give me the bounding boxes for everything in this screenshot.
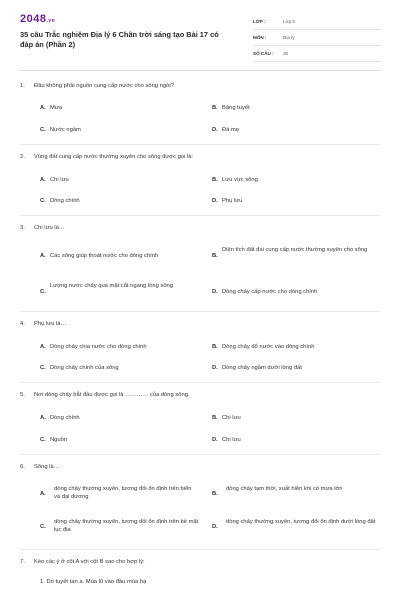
- question-number: 7.: [20, 559, 25, 565]
- page-header: [0, 0, 400, 64]
- question-text: Phụ lưu là…: [34, 321, 67, 327]
- question-divider: [20, 382, 380, 383]
- question-number: 3.: [20, 225, 25, 231]
- question-text: Sông là…: [34, 464, 60, 470]
- question-divider: [20, 144, 380, 145]
- meta-panel: [253, 16, 381, 64]
- meta-key: LỚP :: [253, 19, 266, 24]
- question-text: Chi lưu là…: [34, 225, 65, 231]
- meta-key: SỐ CÂU :: [253, 51, 274, 56]
- meta-row-count: [253, 48, 381, 62]
- header-divider: [20, 70, 380, 71]
- question-number: 5.: [20, 392, 25, 398]
- question-text: Kéo các ý ở cột A với cột B sao cho hợp lý:: [34, 559, 145, 565]
- site-logo[interactable]: 2048.vn: [20, 13, 56, 25]
- meta-row-grade: [253, 16, 381, 30]
- meta-value: 35: [283, 51, 289, 56]
- question-number: 4.: [20, 321, 25, 327]
- meta-key: MÔN :: [253, 35, 267, 40]
- meta-value: Địa lý: [283, 35, 295, 40]
- question-divider: [20, 454, 380, 455]
- meta-row-subject: [253, 32, 381, 46]
- question-divider: [20, 311, 380, 312]
- question-divider: [20, 215, 380, 216]
- question-divider: [20, 549, 380, 550]
- question-text: Nơi dòng chảy bắt đầu được gọi là ………… của dòng sông.: [34, 392, 190, 398]
- matching-line: 1. Do tuyết tan a. Mùa lũ vào đầu mùa hạ: [40, 579, 147, 585]
- question-number: 2.: [20, 154, 25, 160]
- question-text: Vùng đất cung cấp nước thường xuyên cho sông được gọi là:: [34, 154, 194, 160]
- question-number: 6.: [20, 464, 25, 470]
- page-title: 35 câu Trắc nghiệm Địa lý 6 Chân trời sáng tạo Bài 17 có đáp án (Phần 2): [20, 30, 219, 49]
- question-number: 1.: [20, 83, 25, 89]
- question-text: Đâu không phải nguồn cung cấp nước cho sông ngòi?: [34, 83, 174, 89]
- meta-value: Lớp 6: [283, 19, 295, 24]
